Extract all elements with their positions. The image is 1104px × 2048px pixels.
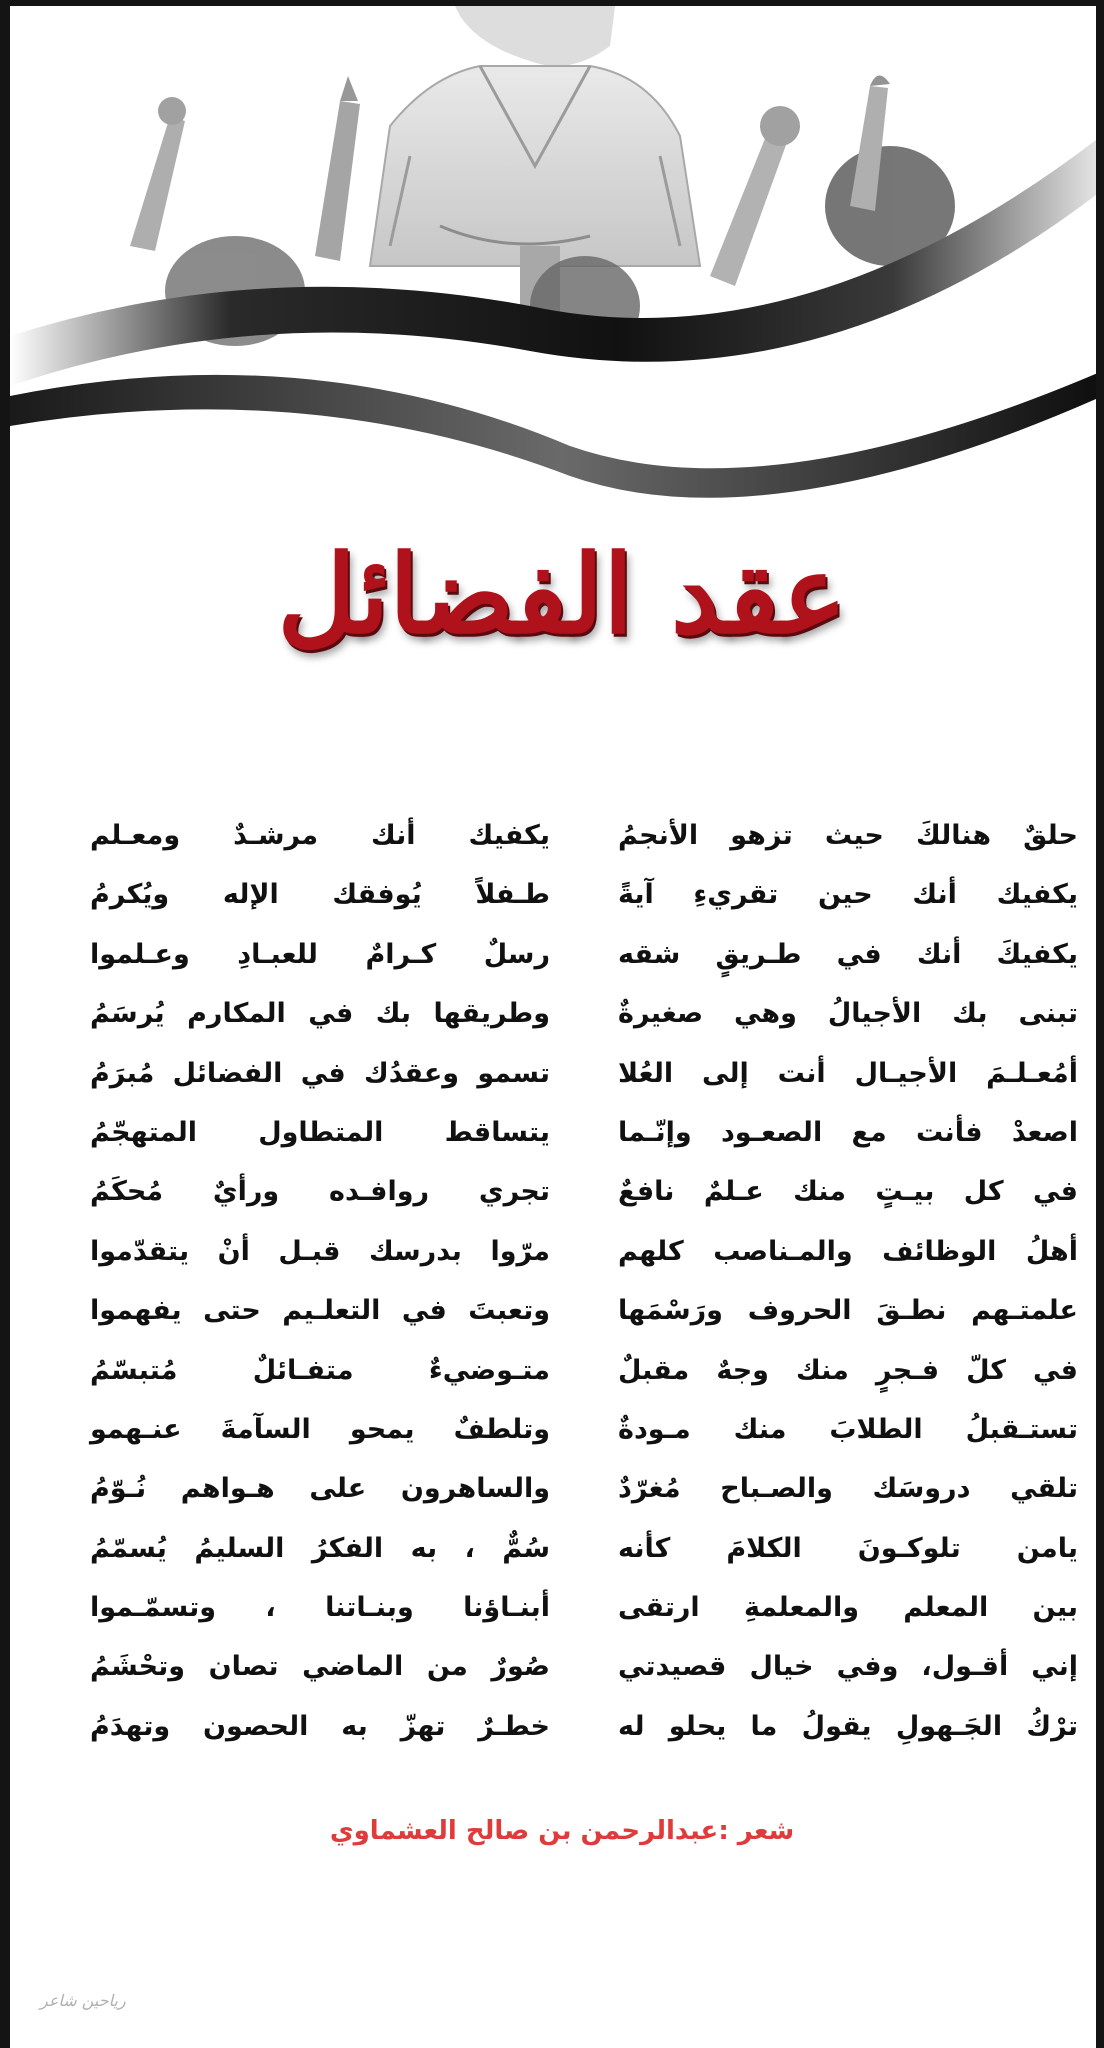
verse-line: وتلطفٌ يمحو السآمةَ عنـهمو: [90, 1413, 550, 1445]
verse-line: تجري روافـده ورأيٌ مُحكَمُ: [90, 1176, 550, 1208]
verse-line: سُمٌّ ، به الفكرُ السليمُ يُسمّمُ: [90, 1532, 550, 1564]
verse-line: يكفيكَ أنك في طـريقٍ شقه: [618, 938, 1078, 970]
verse-line: اصعدْ فأنت مع الصعـود وإنّـما: [618, 1116, 1078, 1148]
verse-line: خطـرٌ تهزّ به الحصون وتهدَمُ: [90, 1710, 550, 1742]
verse-line: حلقٌ هنالكَ حيث تزهو الأنجمُ: [618, 820, 1078, 851]
poet-credit: شعر :عبدالرحمن بن صالح العشماوي: [329, 1816, 795, 1846]
verse-line: علمتـهم نطـقَ الحروف ورَسْمَها: [618, 1295, 1078, 1327]
verse-line: تلقي دروسَك والصـباح مُغرّدٌ: [618, 1473, 1078, 1505]
poem-body: [10, 806, 1104, 1766]
poem-column-left: [90, 806, 550, 1756]
verse-line: أبنـاؤنا وبنـاتنا ، وتسمّـموا: [90, 1592, 550, 1624]
header-illustration: [10, 6, 1104, 526]
verse-line: أهلُ الوظائف والمـناصب كلهم: [618, 1235, 1078, 1267]
verse-line: وطريقها بك في المكارم يُرسَمُ: [90, 998, 550, 1030]
verse-line: يتساقط المتطاول المتهجّمُ: [90, 1116, 550, 1148]
verse-line: في كلّ فـجرٍ منك وجهٌ مقبلٌ: [618, 1354, 1078, 1386]
verse-line: متـوضيءٌ متفـائلٌ مُتبسّمُ: [90, 1354, 550, 1386]
verse-line: تستـقبلُ الطلابَ منك مـودةٌ: [618, 1413, 1078, 1445]
verse-line: صُورٌ من الماضي تصان وتحْشَمُ: [90, 1651, 550, 1683]
verse-line: تبنى بك الأجيالُ وهي صغيرةٌ: [618, 998, 1078, 1030]
verse-line: بين المعلم والمعلمةِ ارتقى: [618, 1592, 1078, 1624]
verse-line: وتعبتَ في التعلـيم حتى يفهموا: [90, 1295, 550, 1327]
verse-line: يامن تلوكـونَ الكلامَ كأنه: [618, 1532, 1078, 1564]
ribbon-wave-lower: [10, 366, 1104, 498]
verse-line: تسمو وعقدُك في الفضائل مُبرَمُ: [90, 1057, 550, 1089]
verse-line: إني أقـول، وفي خيال قصيدتي: [618, 1651, 1078, 1683]
verse-line: أمُعـلـمَ الأجيـال أنت إلى العُلا: [618, 1057, 1078, 1089]
artist-signature: رياحين شاعر: [40, 1991, 126, 2010]
verse-line: يكفيك أنك حين تقريءِ آيةً: [618, 879, 1078, 911]
poem-title: عقد الفضائل: [277, 532, 847, 658]
verse-line: ترْكُ الجَـهولِ يقولُ ما يحلو له: [618, 1710, 1078, 1742]
verse-line: طـفلاً يُوفقك الإله ويُكرمُ: [90, 879, 550, 911]
verse-line: رسلٌ كـرامٌ للعبـادِ وعـلموا: [90, 938, 550, 970]
verse-line: مرّوا بدرسك قبـل أنْ يتقدّموا: [90, 1235, 550, 1267]
poem-column-right: [618, 806, 1078, 1756]
verse-line: في كل بيـتٍ منك عـلمٌ نافعٌ: [618, 1176, 1078, 1208]
teacher-figure: [370, 6, 700, 326]
verse-line: والساهرون على هـواهم نُـوّمُ: [90, 1473, 550, 1505]
verse-line: يكفيك أنك مرشـدٌ ومعـلم: [90, 820, 550, 851]
